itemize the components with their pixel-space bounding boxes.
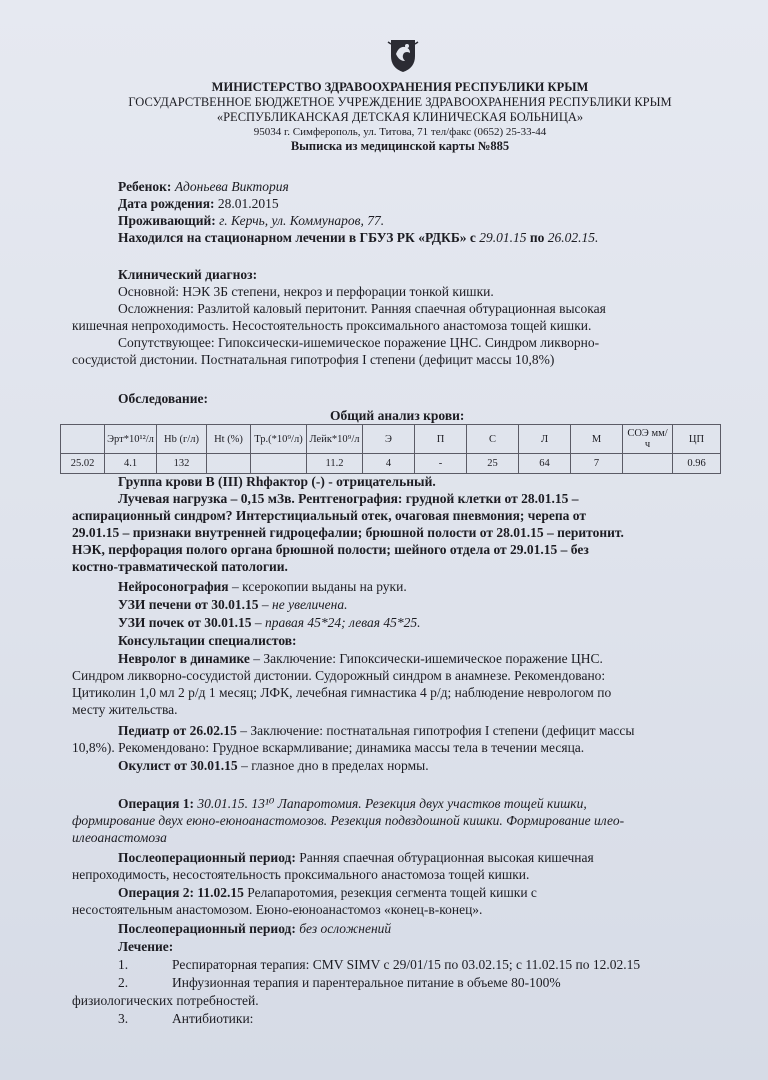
hospital-name: «РЕСПУБЛИКАНСКАЯ ДЕТСКАЯ КЛИНИЧЕСКАЯ БОЛЬНИЦА» — [216, 110, 584, 124]
postop-1-label: Послеоперационный период: — [118, 850, 296, 865]
diagnosis-main: Основной: НЭК 3Б степени, некроз и перфорации тонкой кишки. — [118, 284, 494, 299]
postop-2-label: Послеоперационный период: — [118, 921, 296, 936]
neurologist-text-1: – Заключение: Гипоксически-ишемическое поражение ЦНС. — [249, 651, 603, 666]
treatment-item-2-continuation: физиологических потребностей. — [72, 993, 259, 1008]
blood-header-cell — [61, 425, 105, 454]
stay-line — [118, 229, 598, 246]
diagnosis-complications-1: Осложнения: Разлитой каловый перитонит. Ранняя спаечная обтурационная высокая — [118, 301, 606, 316]
blood-test-title: Общий анализ крови: — [330, 408, 465, 423]
crimea-coat-of-arms-icon — [383, 34, 423, 74]
blood-cell — [207, 454, 251, 474]
dob-label: Дата рождения: — [118, 196, 215, 211]
residence-line — [118, 212, 384, 229]
blood-header-cell: Э — [363, 425, 415, 454]
blood-cell: 4.1 — [105, 454, 157, 474]
treatment-item-2-text: Инфузионная терапия и парентеральное питание в объеме 80-100% — [172, 975, 561, 990]
residence-value: г. Керчь, ул. Коммунаров, 77. — [219, 213, 385, 228]
stay-mid: по — [529, 230, 545, 245]
radiation-line-5: костно-травматической патологии. — [72, 559, 288, 574]
neurologist-text-2: Синдром ликворно-сосудистой дистонии. Судорожный синдром в анамнезе. Рекомендовано: — [72, 668, 606, 683]
us-kidney-text: – правая 45*24; левая 45*25. — [251, 615, 421, 630]
us-liver-line — [118, 596, 348, 613]
neurosonography-line — [118, 578, 407, 595]
blood-header-cell: СОЭ мм/ч — [623, 425, 673, 454]
radiation-line-4: НЭК, перфорация полого органа брюшной полости; шейного отдела от 29.01.15 – без — [72, 542, 589, 557]
operation-2-line — [118, 884, 537, 901]
diagnosis-title: Клинический диагноз: — [118, 267, 258, 282]
blood-header-cell: Л — [519, 425, 571, 454]
neurosonography-label: Нейросонография — [118, 579, 229, 594]
treatment-item-3-number: 3. — [118, 1011, 129, 1026]
neurosonography-text: – ксерокопии выданы на руки. — [228, 579, 407, 594]
blood-header-cell: Тр.(*10⁹/л) — [251, 425, 307, 454]
blood-test-table — [60, 424, 721, 474]
treatment-item-1-text: Респираторная терапия: CMV SIMV с 29/01/15 по 03.02.15; с 11.02.15 по 12.02.15 — [172, 957, 641, 972]
consult-title: Консультации специалистов: — [118, 633, 297, 648]
blood-cell: 132 — [157, 454, 207, 474]
treatment-title: Лечение: — [118, 939, 174, 954]
neurologist-text-3: Цитиколин 1,0 мл 2 р/д 1 месяц; ЛФК, лечебная гимнастика 4 р/д; наблюдение неврологом по — [72, 685, 612, 700]
stay-text: Находился на стационарном лечении в ГБУЗ РК «РДКБ» с — [118, 230, 476, 245]
exam-title: Обследование: — [118, 391, 208, 406]
neurologist-text-4: месту жительства. — [72, 702, 178, 717]
blood-header-cell: Эрт*10¹²/л — [105, 425, 157, 454]
operation-1-label: Операция 1: — [118, 796, 195, 811]
neurologist-line — [118, 650, 603, 667]
stay-to: 26.02.15. — [547, 230, 599, 245]
institution-name: ГОСУДАРСТВЕННОЕ БЮДЖЕТНОЕ УЧРЕЖДЕНИЕ ЗДРАВООХРАНЕНИЯ РЕСПУБЛИКИ КРЫМ — [128, 95, 672, 109]
blood-header-cell: Hb (г/л) — [157, 425, 207, 454]
blood-header-cell: ЦП — [673, 425, 721, 454]
us-liver-text: – не увеличена. — [258, 597, 348, 612]
blood-header-cell: Ht (%) — [207, 425, 251, 454]
us-kidney-line — [118, 614, 421, 631]
oculist-label: Окулист от 30.01.15 — [118, 758, 238, 773]
postop-1-line — [118, 849, 594, 866]
operation-1-text-3: илеоанастомоза — [72, 830, 167, 845]
radiation-line-3: 29.01.15 – признаки внутренней гидроцефалии; брюшной полости от 28.01.15 – перитонит. — [72, 525, 624, 540]
postop-2-line — [118, 920, 391, 937]
blood-cell: 4 — [363, 454, 415, 474]
dob-value: 28.01.2015 — [217, 196, 279, 211]
operation-1-text-1: 30.01.15. 13¹⁰ Лапаротомия. Резекция двух участков тощей кишки, — [194, 796, 587, 811]
us-kidney-label: УЗИ почек от 30.01.15 — [118, 615, 252, 630]
hospital-address: 95034 г. Симферополь, ул. Титова, 71 тел/факс (0652) 25-33-44 — [253, 126, 547, 138]
treatment-item-2-number: 2. — [118, 975, 129, 990]
blood-header-cell: С — [467, 425, 519, 454]
blood-cell: 64 — [519, 454, 571, 474]
operation-2-text-1: Релапаротомия, резекция сегмента тощей кишки с — [243, 885, 537, 900]
blood-cell: 11.2 — [307, 454, 363, 474]
postop-2-text: без осложнений — [295, 921, 392, 936]
operation-2-text-2: несостоятельным анастомозом. Еюно-еюноанастомоз «конец-в-конец». — [72, 902, 483, 917]
blood-cell — [623, 454, 673, 474]
blood-header-cell: М — [571, 425, 623, 454]
dob-line — [118, 195, 279, 212]
blood-cell — [251, 454, 307, 474]
diagnosis-concomitant-1: Сопутствующее: Гипоксически-ишемическое поражение ЦНС. Синдром ликворно- — [118, 335, 600, 350]
treatment-item-1-number: 1. — [118, 957, 129, 972]
radiation-line-2: аспирационный синдром? Интерстициальный отек, очаговая пневмония; черепа от — [72, 508, 586, 523]
blood-cell: 25.02 — [61, 454, 105, 474]
blood-table-row — [61, 454, 721, 474]
residence-label: Проживающий: — [118, 213, 216, 228]
neurologist-label: Невролог в динамике — [118, 651, 250, 666]
operation-1-text-2: формирование двух еюно-еюноанастомозов. Резекция подвздошной кишки. Формирование илео- — [72, 813, 625, 828]
blood-cell: - — [415, 454, 467, 474]
ministry-name: МИНИСТЕРСТВО ЗДРАВООХРАНЕНИЯ РЕСПУБЛИКИ КРЫМ — [211, 80, 589, 94]
stay-from: 29.01.15 — [479, 230, 527, 245]
oculist-text: – глазное дно в пределах нормы. — [237, 758, 429, 773]
operation-2-label: Операция 2: 11.02.15 — [118, 885, 244, 900]
diagnosis-complications-2: кишечная непроходимость. Несостоятельность проксимального анастомоза тощей кишки. — [72, 318, 592, 333]
us-liver-label: УЗИ печени от 30.01.15 — [118, 597, 259, 612]
radiation-line-1: Лучевая нагрузка – 0,15 мЗв. Рентгенография: грудной клетки от 28.01.15 – — [118, 491, 579, 506]
pediatrician-text-2: 10,8%). Рекомендовано: Грудное вскармливание; динамика массы тела в течении месяца. — [72, 740, 585, 755]
child-line — [118, 178, 289, 195]
blood-header-cell: Лейк*10⁹/л — [307, 425, 363, 454]
pediatrician-text-1: – Заключение: постнатальная гипотрофия I степени (дефицит массы — [236, 723, 635, 738]
blood-group: Группа крови В (III) Rhфактор (-) - отрицательный. — [118, 474, 436, 489]
child-label: Ребенок: — [118, 179, 172, 194]
blood-cell: 7 — [571, 454, 623, 474]
pediatrician-line — [118, 722, 634, 739]
blood-cell: 25 — [467, 454, 519, 474]
pediatrician-label: Педиатр от 26.02.15 — [118, 723, 237, 738]
diagnosis-concomitant-2: сосудистой дистонии. Постнатальная гипотрофия I степени (дефицит массы 10,8%) — [72, 352, 555, 367]
operation-1-line — [118, 795, 587, 812]
child-name: Адоньева Виктория — [174, 179, 289, 194]
oculist-line — [118, 757, 429, 774]
blood-header-cell: П — [415, 425, 467, 454]
postop-1-text-1: Ранняя спаечная обтурационная высокая кишечная — [295, 850, 594, 865]
blood-cell: 0.96 — [673, 454, 721, 474]
document-title: Выписка из медицинской карты №885 — [290, 139, 510, 153]
treatment-item-3-text: Антибиотики: — [172, 1011, 254, 1026]
postop-1-text-2: непроходимость, несостоятельность проксимального анастомоза тощей кишки. — [72, 867, 530, 882]
blood-table-header-row — [61, 425, 721, 454]
